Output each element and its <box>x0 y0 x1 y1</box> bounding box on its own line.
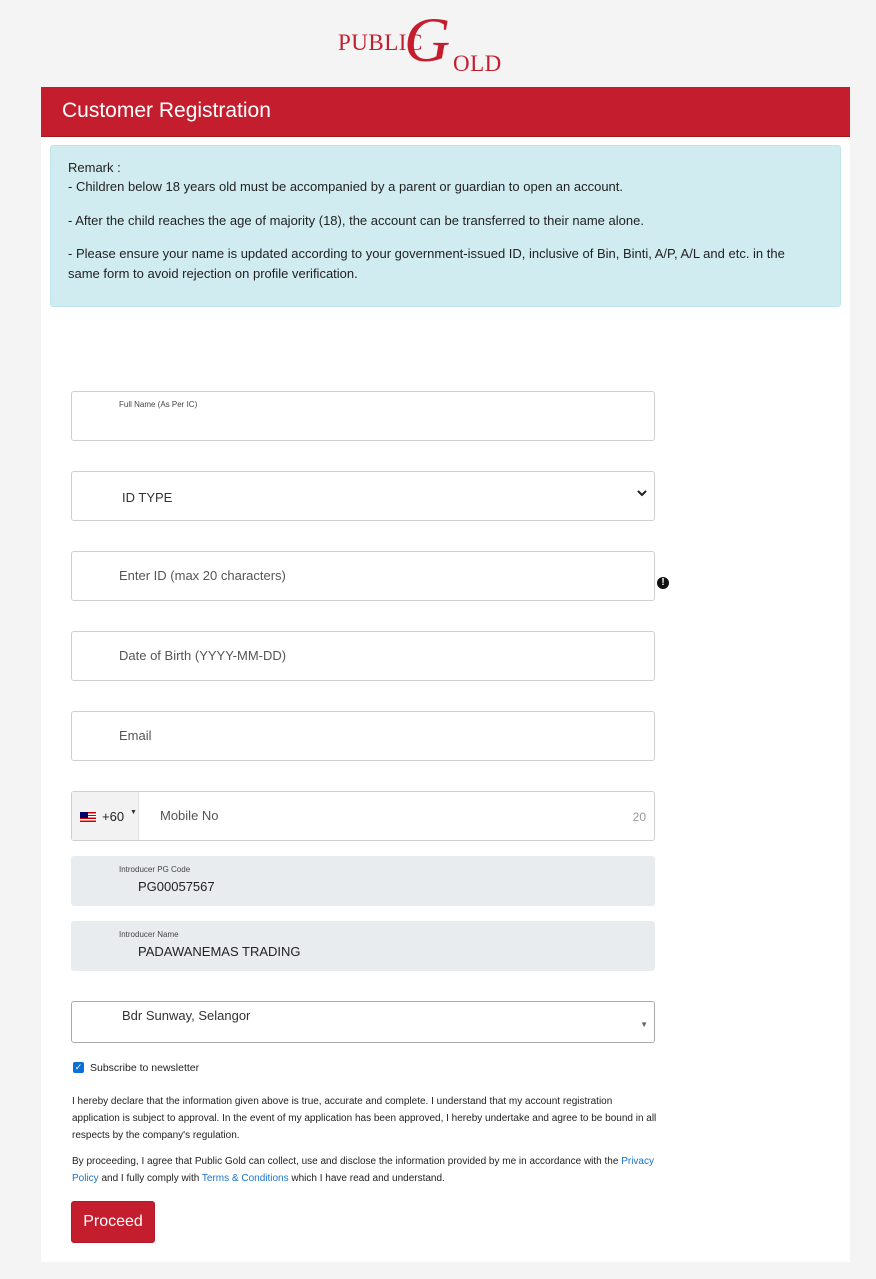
remark-line-3: - Please ensure your name is updated according to your government-issued ID, inclusive of Bin, Binti, A/P, A/L and etc. in the same form to avoid rejection on profile verification. <box>68 246 785 281</box>
consent-end: which I have read and understand. <box>291 1173 445 1184</box>
dob-placeholder: Date of Birth (YYYY-MM-DD) <box>119 648 287 663</box>
email-placeholder: Email <box>119 728 152 743</box>
email-input[interactable] <box>71 711 655 761</box>
logo-public-text: PUBLIC <box>338 30 423 55</box>
date-of-birth-input[interactable] <box>71 631 655 681</box>
logo-old-text: OLD <box>453 51 502 76</box>
mobile-input[interactable] <box>71 791 655 841</box>
consent-text <box>72 1153 662 1187</box>
newsletter-label: Subscribe to newsletter <box>90 1062 200 1074</box>
introducer-code-label: Introducer PG Code <box>119 865 191 874</box>
full-name-field[interactable] <box>71 391 655 441</box>
id-number-placeholder: Enter ID (max 20 characters) <box>119 568 286 583</box>
page-title: Customer Registration <box>62 99 271 122</box>
full-name-label: Full Name (As Per IC) <box>119 400 198 409</box>
remark-box <box>50 145 841 307</box>
introducer-name-label: Introducer Name <box>119 930 179 939</box>
public-gold-logo <box>0 0 876 86</box>
remark-title: Remark : <box>68 160 121 175</box>
dropdown-caret-icon: ▼ <box>640 1020 648 1029</box>
dial-code: +60 <box>102 809 125 824</box>
id-type-value: ID TYPE <box>122 490 173 505</box>
terms-link[interactable]: Terms & Conditions <box>201 1173 289 1184</box>
proceed-button[interactable]: Proceed <box>71 1201 155 1243</box>
page-header <box>41 87 850 137</box>
logo-g-letter: G <box>404 4 451 75</box>
consent-mid: and I fully comply with <box>101 1173 200 1184</box>
declaration-text: I hereby declare that the information given above is true, accurate and complete. I understand that my account registration application is subject to approval. In the event of my application has been approved, I hereby undertake and agree to be bound in all respects by the company's regulation. <box>72 1096 657 1141</box>
remark-line-2: - After the child reaches the age of majority (18), the account can be transferred to their name alone. <box>68 213 644 228</box>
id-type-select[interactable] <box>71 471 655 521</box>
mobile-placeholder: Mobile No <box>160 808 219 823</box>
introducer-name-field <box>71 921 655 971</box>
id-number-input[interactable] <box>71 551 655 601</box>
malaysia-flag-icon <box>80 812 96 822</box>
chevron-down-icon <box>636 486 648 502</box>
introducer-code-field <box>71 856 655 906</box>
introducer-code-value: PG00057567 <box>138 879 215 894</box>
newsletter-checkbox[interactable]: ✓ <box>74 1062 83 1072</box>
caret-down-icon: ▼ <box>130 809 137 816</box>
mobile-char-counter: 20 <box>632 810 646 824</box>
introducer-name-value: PADAWANEMAS TRADING <box>138 944 301 959</box>
warning-icon: ! <box>657 577 669 589</box>
consent-start: By proceeding, I agree that Public Gold can collect, use and disclose the information provided by me in accordance with the <box>72 1156 619 1167</box>
remark-line-1: - Children below 18 years old must be accompanied by a parent or guardian to open an account. <box>68 179 624 194</box>
branch-value: Bdr Sunway, Selangor <box>122 1008 251 1023</box>
privacy-policy-link[interactable]: Privacy Policy <box>72 1156 654 1184</box>
branch-select[interactable] <box>71 1001 655 1043</box>
country-code-selector[interactable] <box>72 792 139 840</box>
